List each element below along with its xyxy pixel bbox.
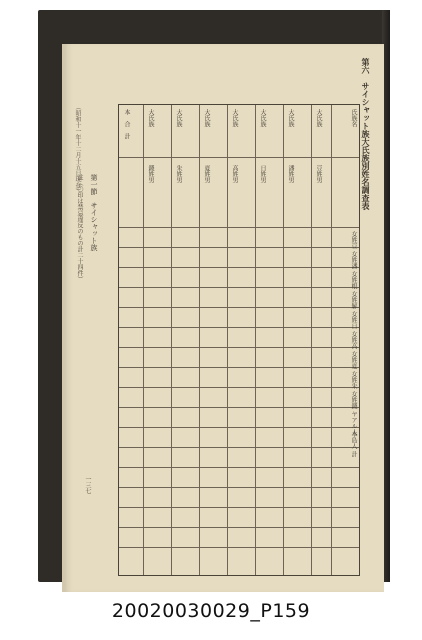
document-page [62, 44, 384, 592]
date-note: （昭和十一年十二月十五日現在） [74, 104, 81, 194]
row-label-7: 女姓夏 [350, 351, 357, 369]
image-caption: 20020030029_P159 [111, 600, 311, 622]
row-header-title: 氏族名 [350, 109, 357, 127]
table-title: 第六 サイシャット族大氏族別姓名調查表 [361, 58, 371, 210]
row-label-9: 女姓錢 [350, 391, 357, 409]
row-label-3: 女姓根 [350, 271, 357, 289]
surname-5: 夏姓男 [203, 165, 210, 183]
row-label-11: 本島人 [350, 431, 357, 449]
row-label-6: 女姓高 [350, 331, 357, 349]
clan-header-7: 大氏族 [147, 109, 154, 127]
surname-1: 豆姓男 [315, 165, 322, 183]
row-label-8: 女姓朱 [350, 371, 357, 389]
census-table [118, 104, 360, 576]
clan-header-2: 大氏族 [287, 109, 294, 127]
page-number: 一三七 [84, 476, 91, 494]
row-label-1: 女姓豆 [350, 231, 357, 249]
summary-header: 本 合 計 [123, 109, 130, 139]
clan-header-1: 大氏族 [315, 109, 322, 127]
page-gutter [62, 44, 65, 592]
row-label-12: 計 [350, 451, 357, 457]
row-label-2: 女姓潘 [350, 251, 357, 269]
row-label-5: 女姓日 [350, 311, 357, 329]
clan-header-4: 大氏族 [231, 109, 238, 127]
row-label-4: 女姓解 [350, 291, 357, 309]
table-note: 註（〇印は禁忌違反のもの計二十四件） [76, 174, 83, 282]
section-label: 第一節 サイシャット族 [90, 174, 98, 251]
clan-header-5: 大氏族 [203, 109, 210, 127]
surname-4: 高姓男 [231, 165, 238, 183]
clan-header-3: 大氏族 [259, 109, 266, 127]
clan-header-6: 大氏族 [175, 109, 182, 127]
surname-3: 日姓男 [259, 165, 266, 183]
surname-6: 朱姓男 [175, 165, 182, 183]
surname-2: 潘姓男 [287, 165, 294, 183]
row-label-10: ヤアル人 [350, 411, 357, 435]
surname-7: 錢姓男 [147, 165, 154, 183]
